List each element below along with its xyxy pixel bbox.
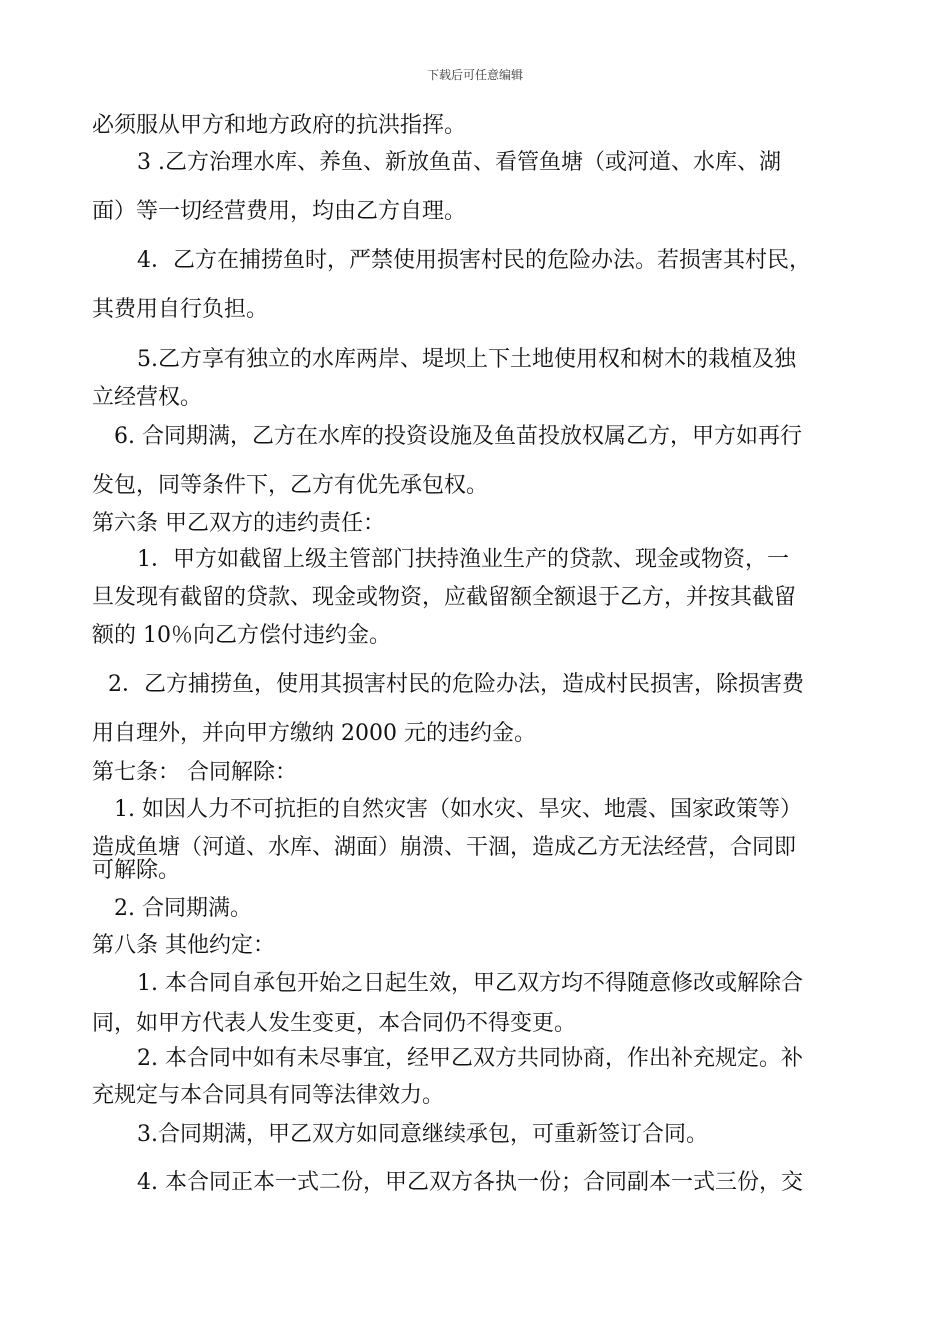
text-line: 立经营权。: [92, 385, 203, 410]
text-line: 用自理外，并向甲方缴纳 2000 元的违约金。: [92, 721, 536, 746]
text-line: 3 .乙方治理水库、养鱼、新放鱼苗、看管鱼塘（或河道、水库、湖: [137, 150, 781, 175]
section-heading: 第七条： 合同解除：: [92, 760, 297, 785]
text-line: 必须服从甲方和地方政府的抗洪指挥。: [92, 113, 467, 138]
text-line: 2．乙方捕捞鱼，使用其损害村民的危险办法，造成村民损害，除损害费: [108, 672, 804, 697]
text-line: 1．甲方如截留上级主管部门扶持渔业生产的贷款、现金或物资，一: [137, 547, 789, 572]
text-line: 面）等一切经营费用，均由乙方自理。: [92, 199, 467, 224]
section-heading: 第八条 其他约定：: [92, 933, 275, 958]
text-line: 4. 本合同正本一式二份，甲乙双方各执一份；合同副本一式三份，交: [137, 1170, 803, 1195]
text-line: 1. 本合同自承包开始之日起生效，甲乙双方均不得随意修改或解除合: [137, 971, 803, 996]
text-line: 6. 合同期满，乙方在水库的投资设施及鱼苗投放权属乙方，甲方如再行: [114, 424, 802, 449]
header-watermark: 下载后可任意编辑: [426, 68, 523, 82]
text-line: 发包，同等条件下，乙方有优先承包权。: [92, 473, 489, 498]
text-line: 其费用自行负担。: [92, 297, 269, 322]
text-line: 2. 合同期满。: [114, 896, 252, 921]
text-line: 造成鱼塘（河道、水库、湖面）崩溃、干涸，造成乙方无法经营，合同即: [92, 835, 797, 860]
text-line: 3.合同期满，甲乙双方如同意继续承包，可重新签订合同。: [137, 1122, 708, 1147]
text-line: 1. 如因人力不可抗拒的自然灾害（如水灾、旱灾、地震、国家政策等）: [114, 797, 802, 822]
text-line: 同，如甲方代表人发生变更，本合同仍不得变更。: [92, 1011, 577, 1036]
text-line: 5.乙方享有独立的水库两岸、堤坝上下土地使用权和树木的栽植及独: [137, 347, 796, 372]
text-line: 可解除。: [92, 858, 181, 883]
text-line: 充规定与本合同具有同等法律效力。: [92, 1083, 445, 1108]
section-heading: 第六条 甲乙双方的违约责任：: [92, 511, 385, 536]
text-line: 2. 本合同中如有未尽事宜，经甲乙双方共同协商，作出补充规定。补: [137, 1046, 803, 1071]
text-line: 4．乙方在捕捞鱼时，严禁使用损害村民的危险办法。若损害其村民，: [137, 248, 811, 273]
text-line: 额的 10％向乙方偿付违约金。: [92, 623, 391, 648]
text-line: 旦发现有截留的贷款、现金或物资，应截留额全额退于乙方，并按其截留: [92, 585, 797, 610]
